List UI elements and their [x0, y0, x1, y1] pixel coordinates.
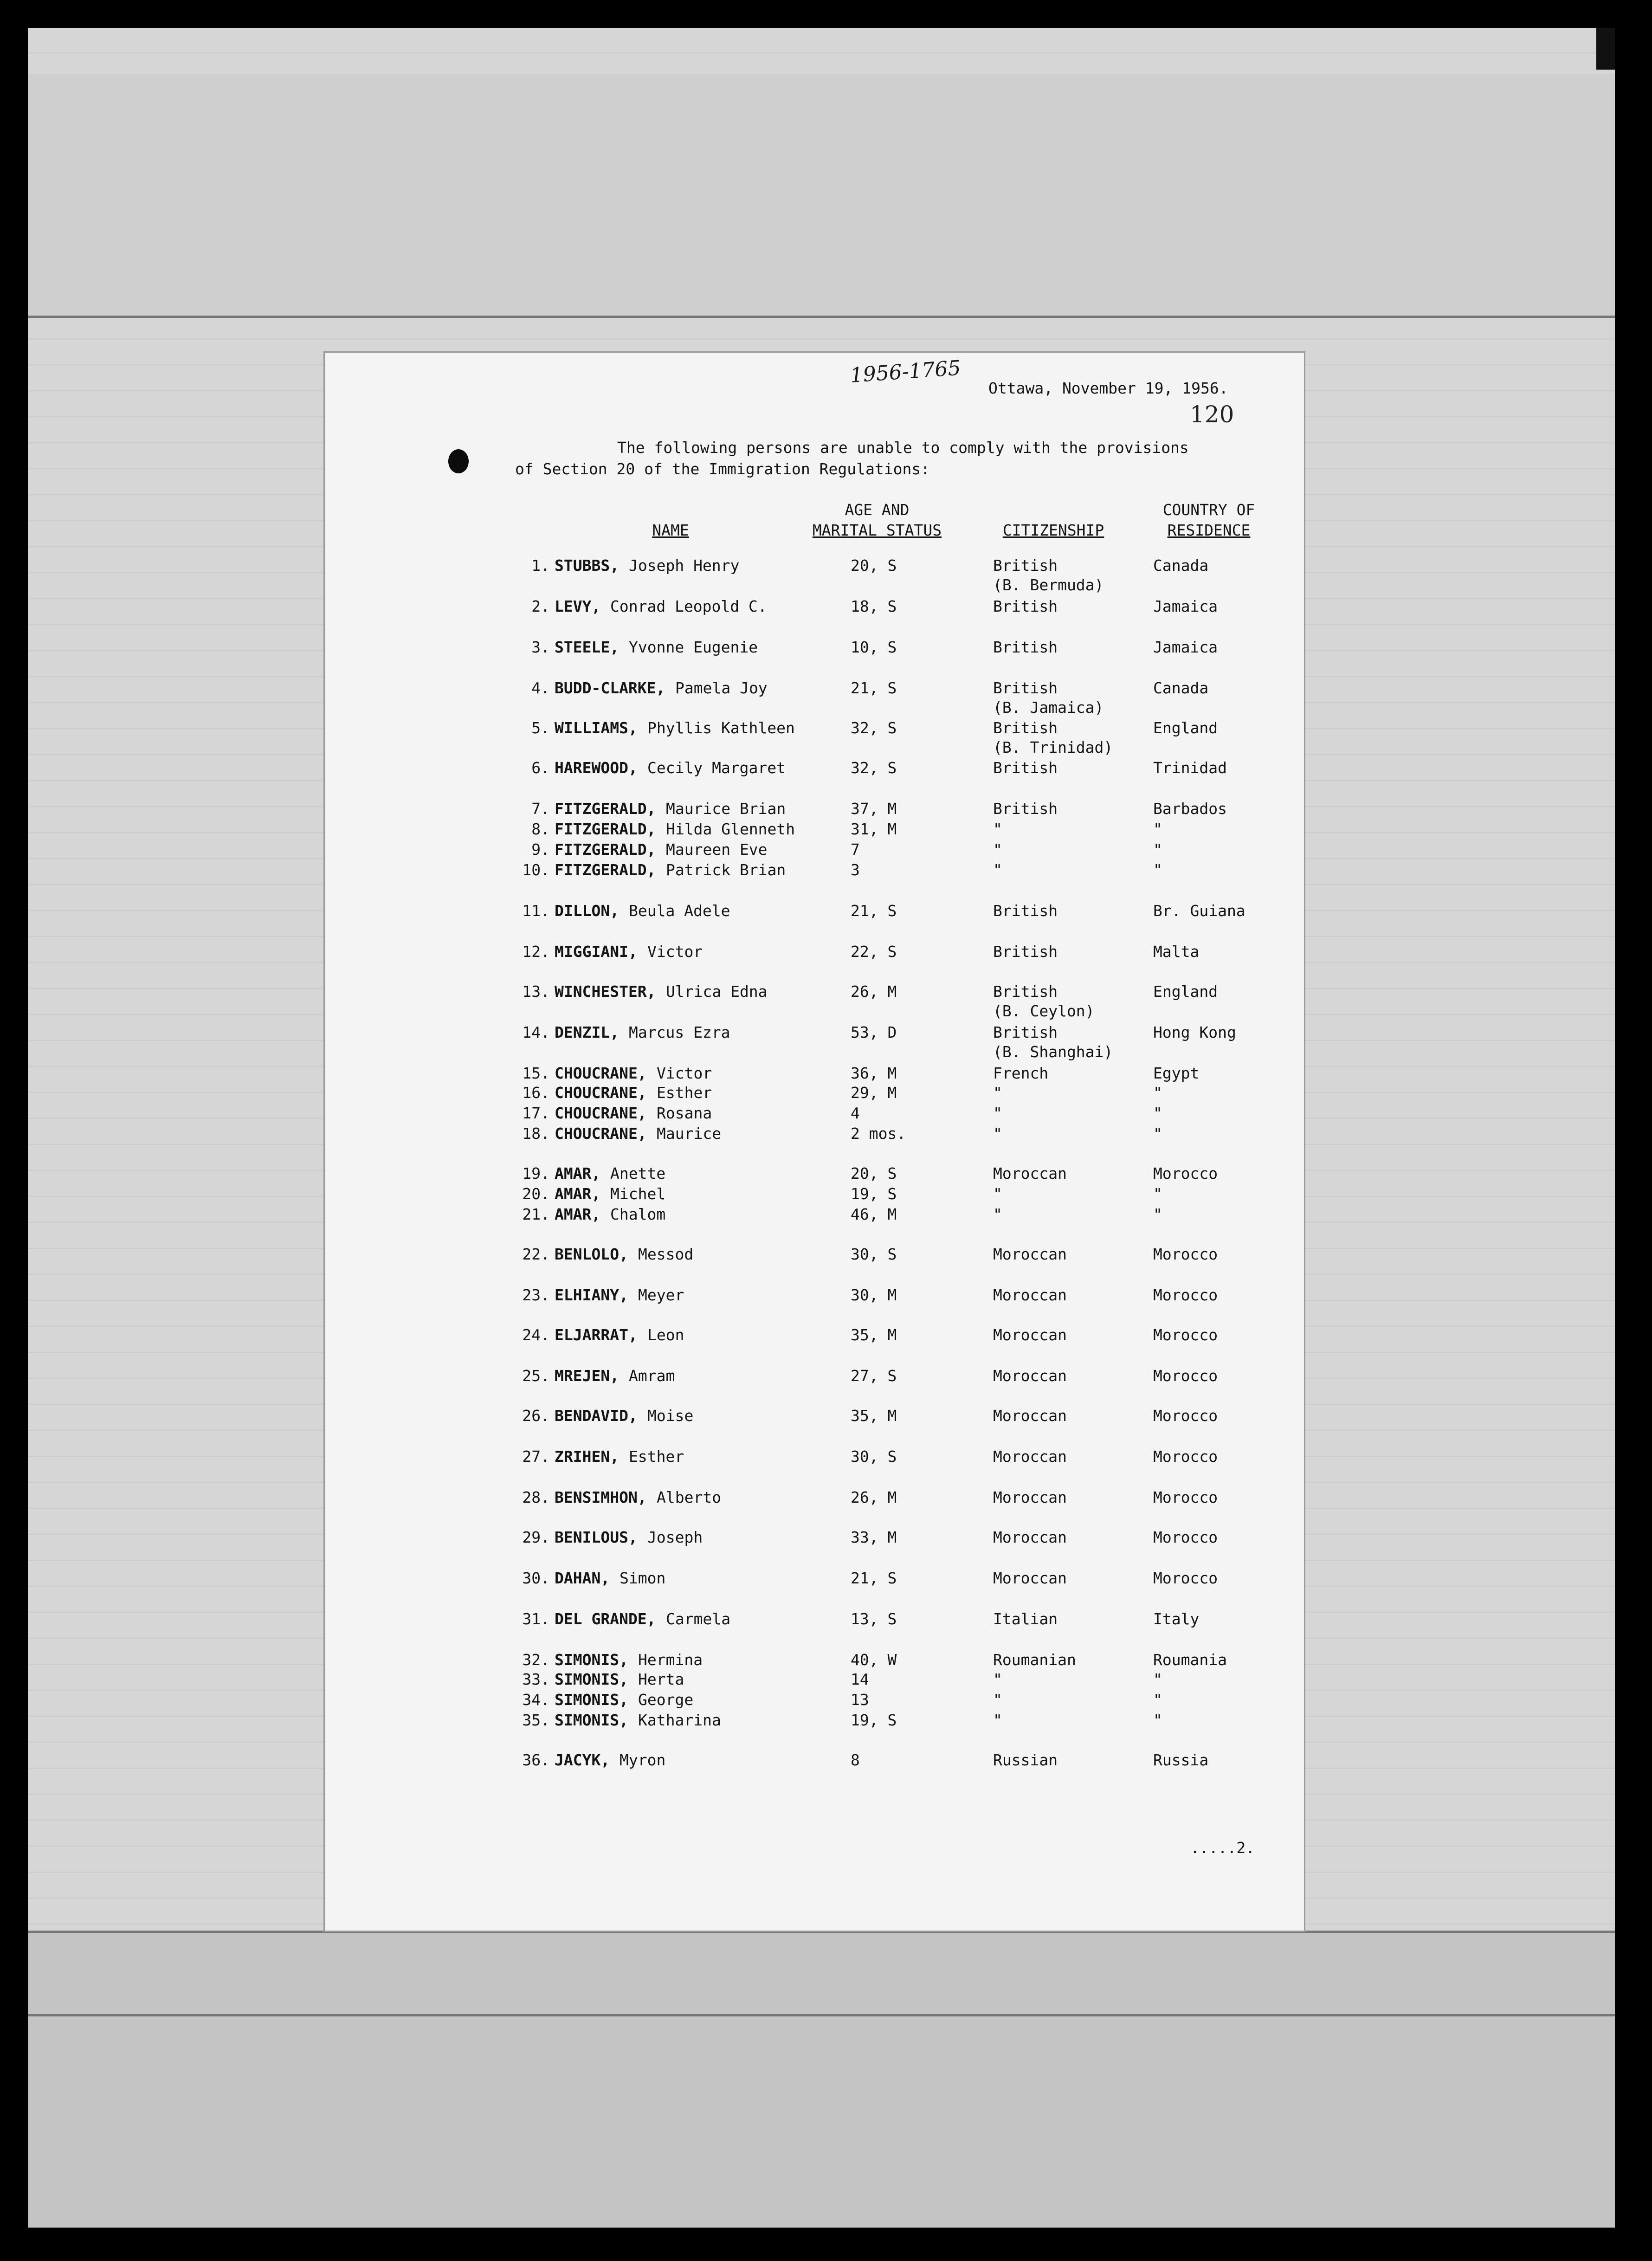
entry-surname: CHOUCRANE, — [555, 1084, 647, 1102]
entry-age-status: 46, M — [851, 1205, 897, 1223]
header-name: NAME — [652, 521, 689, 539]
entry-age-status: 30, M — [851, 1286, 897, 1304]
entry-given-names: Leon — [647, 1326, 684, 1344]
entry-surname: AMAR, — [555, 1164, 601, 1182]
entry-residence: Morocco — [1153, 1407, 1218, 1425]
entry-surname: HAREWOOD, — [555, 759, 638, 777]
entry-surname: DAHAN, — [555, 1569, 610, 1587]
entry-citizenship: British — [993, 759, 1058, 777]
entry-citizenship: Russian — [993, 1751, 1058, 1769]
entry-residence: Morocco — [1153, 1245, 1218, 1263]
entry-age-status: 10, S — [851, 638, 897, 656]
entry-number: 34. — [522, 1691, 550, 1709]
entry-number: 6. — [531, 759, 550, 777]
entry-number: 19. — [522, 1164, 550, 1182]
date-line: Ottawa, November 19, 1956. — [988, 379, 1228, 397]
entry-surname: FITZGERALD, — [555, 820, 656, 838]
header-country-top: COUNTRY OF — [1162, 501, 1255, 519]
entry-residence: Morocco — [1153, 1569, 1218, 1587]
entry-age-status: 35, M — [851, 1407, 897, 1425]
entry-number: 23. — [522, 1286, 550, 1304]
entry-citizenship: Moroccan — [993, 1528, 1067, 1546]
entry-surname: BENLOLO, — [555, 1245, 628, 1263]
entry-number: 7. — [531, 800, 550, 818]
entry-residence: Morocco — [1153, 1164, 1218, 1182]
entry-number: 21. — [522, 1205, 550, 1223]
entry-number: 8. — [531, 820, 550, 838]
entry-surname: FITZGERALD, — [555, 861, 656, 879]
entry-residence: " — [1153, 820, 1162, 838]
entry-citizenship: " — [993, 1691, 1002, 1709]
entry-given-names: Carmela — [666, 1610, 731, 1628]
entry-surname: JACYK, — [555, 1751, 610, 1769]
entry-age-status: 53, D — [851, 1023, 897, 1041]
entry-age-status: 8 — [851, 1751, 860, 1769]
entry-birthplace: (B. Bermuda) — [993, 576, 1104, 594]
entry-age-status: 21, S — [851, 1569, 897, 1587]
entry-surname: STUBBS, — [555, 556, 620, 575]
entry-number: 10. — [522, 861, 550, 879]
entry-number: 26. — [522, 1407, 550, 1425]
entry-given-names: Yvonne Eugenie — [629, 638, 758, 656]
entry-surname: AMAR, — [555, 1205, 601, 1223]
entry-residence: " — [1153, 840, 1162, 859]
entry-age-status: 18, S — [851, 597, 897, 615]
entry-citizenship: British — [993, 800, 1058, 818]
entry-citizenship: British — [993, 556, 1058, 575]
entry-citizenship: British — [993, 638, 1058, 656]
entry-number: 29. — [522, 1528, 550, 1546]
entry-age-status: 26, M — [851, 1488, 897, 1506]
entry-given-names: Maureen Eve — [666, 840, 768, 859]
entry-surname: BENDAVID, — [555, 1407, 638, 1425]
entry-residence: Italy — [1153, 1610, 1200, 1628]
entry-number: 22. — [522, 1245, 550, 1263]
entry-citizenship: Roumanian — [993, 1651, 1076, 1669]
entry-birthplace: (B. Trinidad) — [993, 738, 1113, 756]
entry-residence: Barbados — [1153, 800, 1227, 818]
entry-surname: LEVY, — [555, 597, 601, 615]
entry-citizenship: British — [993, 902, 1058, 920]
entry-residence: " — [1153, 1185, 1162, 1203]
background-divider — [28, 1931, 1615, 1933]
entry-number: 30. — [522, 1569, 550, 1587]
entry-given-names: Esther — [657, 1084, 712, 1102]
entry-given-names: Meyer — [638, 1286, 684, 1304]
entry-number: 36. — [522, 1751, 550, 1769]
entry-age-status: 30, S — [851, 1447, 897, 1466]
entry-citizenship: Moroccan — [993, 1164, 1067, 1182]
entry-age-status: 14 — [851, 1670, 869, 1688]
entry-citizenship: Moroccan — [993, 1326, 1067, 1344]
entry-citizenship: " — [993, 1205, 1002, 1223]
entry-number: 3. — [531, 638, 550, 656]
entry-citizenship: British — [993, 597, 1058, 615]
entry-residence: " — [1153, 1691, 1162, 1709]
entry-residence: " — [1153, 1084, 1162, 1102]
entry-given-names: Cecily Margaret — [647, 759, 786, 777]
entry-given-names: Beula Adele — [629, 902, 730, 920]
entry-citizenship: " — [993, 1084, 1002, 1102]
entry-residence: Trinidad — [1153, 759, 1227, 777]
entry-citizenship: " — [993, 1104, 1002, 1122]
entry-citizenship: British — [993, 943, 1058, 961]
entry-surname: CHOUCRANE, — [555, 1124, 647, 1143]
entry-residence: Roumania — [1153, 1651, 1227, 1669]
entry-age-status: 31, M — [851, 820, 897, 838]
entry-surname: WILLIAMS, — [555, 719, 638, 737]
entry-given-names: Maurice Brian — [666, 800, 786, 818]
continuation-marker: .....2. — [1190, 1839, 1255, 1857]
entry-residence: Morocco — [1153, 1326, 1218, 1344]
entry-given-names: Katharina — [638, 1711, 721, 1729]
entry-number: 14. — [522, 1023, 550, 1041]
entry-age-status: 20, S — [851, 1164, 897, 1182]
entry-age-status: 32, S — [851, 759, 897, 777]
entry-citizenship: Moroccan — [993, 1407, 1067, 1425]
entry-surname: MIGGIANI, — [555, 943, 638, 961]
entry-given-names: Alberto — [657, 1488, 722, 1506]
entry-birthplace: (B. Ceylon) — [993, 1002, 1095, 1020]
entry-number: 32. — [522, 1651, 550, 1669]
entry-given-names: Pamela Joy — [675, 679, 768, 697]
entry-number: 15. — [522, 1064, 550, 1082]
entry-residence: Br. Guiana — [1153, 902, 1245, 920]
entry-citizenship: " — [993, 820, 1002, 838]
entry-given-names: Phyllis Kathleen — [647, 719, 795, 737]
entry-citizenship: Moroccan — [993, 1569, 1067, 1587]
entry-residence: Morocco — [1153, 1528, 1218, 1546]
entry-age-status: 37, M — [851, 800, 897, 818]
entry-citizenship: Moroccan — [993, 1367, 1067, 1385]
entry-citizenship: French — [993, 1064, 1049, 1082]
entry-surname: MREJEN, — [555, 1367, 620, 1385]
entry-given-names: Esther — [629, 1447, 684, 1466]
entry-residence: Malta — [1153, 943, 1200, 961]
entry-age-status: 33, M — [851, 1528, 897, 1546]
entry-number: 2. — [531, 597, 550, 615]
entry-number: 17. — [522, 1104, 550, 1122]
entry-age-status: 7 — [851, 840, 860, 859]
entry-number: 31. — [522, 1610, 550, 1628]
entry-citizenship: " — [993, 1185, 1002, 1203]
entry-age-status: 13, S — [851, 1610, 897, 1628]
entry-citizenship: British — [993, 1023, 1058, 1041]
intro-line-2: of Section 20 of the Immigration Regulations: — [515, 460, 930, 478]
entry-number: 33. — [522, 1670, 550, 1688]
entry-residence: " — [1153, 861, 1162, 879]
entry-number: 16. — [522, 1084, 550, 1102]
corner-mark — [1596, 28, 1615, 70]
header-age-bottom: MARITAL STATUS — [812, 521, 942, 539]
entry-residence: Egypt — [1153, 1064, 1200, 1082]
entry-number: 13. — [522, 982, 550, 1001]
entry-given-names: Chalom — [610, 1205, 666, 1223]
entry-surname: SIMONIS, — [555, 1711, 628, 1729]
entry-number: 11. — [522, 902, 550, 920]
entry-residence: Canada — [1153, 679, 1209, 697]
entry-given-names: Victor — [647, 943, 703, 961]
entry-age-status: 30, S — [851, 1245, 897, 1263]
entry-citizenship: Moroccan — [993, 1488, 1067, 1506]
handwritten-reference: 1956-1765 — [849, 356, 962, 388]
entry-given-names: Hermina — [638, 1651, 703, 1669]
header-age-top: AGE AND — [845, 501, 910, 519]
entry-given-names: Amram — [629, 1367, 675, 1385]
entry-age-status: 21, S — [851, 679, 897, 697]
entry-number: 28. — [522, 1488, 550, 1506]
entry-surname: SIMONIS, — [555, 1691, 628, 1709]
entry-surname: SIMONIS, — [555, 1651, 628, 1669]
punch-hole — [448, 449, 469, 473]
entry-surname: BENSIMHON, — [555, 1488, 647, 1506]
entry-residence: " — [1153, 1104, 1162, 1122]
entry-age-status: 20, S — [851, 556, 897, 575]
entry-number: 12. — [522, 943, 550, 961]
entry-number: 35. — [522, 1711, 550, 1729]
entry-number: 9. — [531, 840, 550, 859]
entry-residence: Morocco — [1153, 1488, 1218, 1506]
entry-residence: Russia — [1153, 1751, 1209, 1769]
entry-surname: STEELE, — [555, 638, 620, 656]
entry-residence: England — [1153, 719, 1218, 737]
entry-residence: Morocco — [1153, 1286, 1218, 1304]
entry-residence: " — [1153, 1124, 1162, 1143]
entry-residence: " — [1153, 1670, 1162, 1688]
entry-citizenship: British — [993, 679, 1058, 697]
entry-citizenship: British — [993, 719, 1058, 737]
entry-given-names: Joseph Henry — [629, 556, 740, 575]
entry-age-status: 26, M — [851, 982, 897, 1001]
entry-given-names: Myron — [620, 1751, 666, 1769]
entry-residence: Jamaica — [1153, 597, 1218, 615]
entry-number: 20. — [522, 1185, 550, 1203]
entry-citizenship: " — [993, 1711, 1002, 1729]
entry-given-names: George — [638, 1691, 694, 1709]
entry-residence: " — [1153, 1711, 1162, 1729]
background-sheet-bottom — [28, 1931, 1615, 2228]
entry-age-status: 2 mos. — [851, 1124, 906, 1143]
entry-given-names: Messod — [638, 1245, 694, 1263]
entry-citizenship: British — [993, 982, 1058, 1001]
entry-given-names: Victor — [657, 1064, 712, 1082]
entry-number: 18. — [522, 1124, 550, 1143]
entry-age-status: 40, W — [851, 1651, 897, 1669]
entry-residence: Jamaica — [1153, 638, 1218, 656]
entry-surname: AMAR, — [555, 1185, 601, 1203]
entry-age-status: 36, M — [851, 1064, 897, 1082]
background-sheet-top — [28, 74, 1615, 316]
entry-residence: " — [1153, 1205, 1162, 1223]
entry-age-status: 22, S — [851, 943, 897, 961]
entry-age-status: 21, S — [851, 902, 897, 920]
entry-age-status: 29, M — [851, 1084, 897, 1102]
entry-number: 24. — [522, 1326, 550, 1344]
entry-given-names: Anette — [610, 1164, 666, 1182]
entry-surname: ZRIHEN, — [555, 1447, 620, 1466]
entry-surname: FITZGERALD, — [555, 800, 656, 818]
entry-given-names: Patrick Brian — [666, 861, 786, 879]
entry-birthplace: (B. Shanghai) — [993, 1043, 1113, 1061]
entry-number: 5. — [531, 719, 550, 737]
entry-given-names: Herta — [638, 1670, 684, 1688]
entry-number: 4. — [531, 679, 550, 697]
entry-residence: Morocco — [1153, 1447, 1218, 1466]
entry-surname: WINCHESTER, — [555, 982, 656, 1001]
entry-residence: Hong Kong — [1153, 1023, 1236, 1041]
entry-surname: FITZGERALD, — [555, 840, 656, 859]
entry-number: 1. — [531, 556, 550, 575]
entry-residence: England — [1153, 982, 1218, 1001]
header-citizenship: CITIZENSHIP — [1002, 521, 1104, 539]
entry-surname: CHOUCRANE, — [555, 1064, 647, 1082]
entry-age-status: 4 — [851, 1104, 860, 1122]
entry-residence: Morocco — [1153, 1367, 1218, 1385]
entry-citizenship: " — [993, 861, 1002, 879]
background-divider — [28, 316, 1615, 318]
entry-citizenship: " — [993, 840, 1002, 859]
header-country-bottom: RESIDENCE — [1167, 521, 1251, 539]
entry-citizenship: " — [993, 1670, 1002, 1688]
entry-surname: DEL GRANDE, — [555, 1610, 656, 1628]
entry-surname: ELHIANY, — [555, 1286, 628, 1304]
entry-number: 25. — [522, 1367, 550, 1385]
entry-given-names: Maurice — [657, 1124, 722, 1143]
entry-surname: CHOUCRANE, — [555, 1104, 647, 1122]
entry-given-names: Hilda Glenneth — [666, 820, 795, 838]
entry-number: 27. — [522, 1447, 550, 1466]
entry-age-status: 13 — [851, 1691, 869, 1709]
entry-surname: DILLON, — [555, 902, 620, 920]
entry-given-names: Marcus Ezra — [629, 1023, 730, 1041]
entry-age-status: 27, S — [851, 1367, 897, 1385]
entry-age-status: 19, S — [851, 1711, 897, 1729]
intro-line-1: The following persons are unable to comply with the provisions — [617, 439, 1189, 457]
document-page — [325, 353, 1304, 1931]
entry-surname: BUDD-CLARKE, — [555, 679, 665, 697]
entry-surname: DENZIL, — [555, 1023, 620, 1041]
entry-citizenship: Moroccan — [993, 1286, 1067, 1304]
entry-surname: ELJARRAT, — [555, 1326, 638, 1344]
entry-age-status: 3 — [851, 861, 860, 879]
entry-given-names: Moise — [647, 1407, 694, 1425]
entry-citizenship: Italian — [993, 1610, 1058, 1628]
page-number-stamp: 120 — [1190, 401, 1234, 428]
entry-surname: SIMONIS, — [555, 1670, 628, 1688]
entry-citizenship: Moroccan — [993, 1447, 1067, 1466]
entry-citizenship: " — [993, 1124, 1002, 1143]
entry-age-status: 19, S — [851, 1185, 897, 1203]
entry-given-names: Ulrica Edna — [666, 982, 768, 1001]
entry-surname: BENILOUS, — [555, 1528, 638, 1546]
entry-given-names: Joseph — [647, 1528, 703, 1546]
entry-age-status: 35, M — [851, 1326, 897, 1344]
entry-citizenship: Moroccan — [993, 1245, 1067, 1263]
entry-given-names: Rosana — [657, 1104, 712, 1122]
entry-given-names: Michel — [610, 1185, 666, 1203]
entry-age-status: 32, S — [851, 719, 897, 737]
background-divider — [28, 2014, 1615, 2016]
entry-birthplace: (B. Jamaica) — [993, 698, 1104, 717]
entry-given-names: Conrad Leopold C. — [610, 597, 767, 615]
entry-given-names: Simon — [620, 1569, 666, 1587]
entry-residence: Canada — [1153, 556, 1209, 575]
